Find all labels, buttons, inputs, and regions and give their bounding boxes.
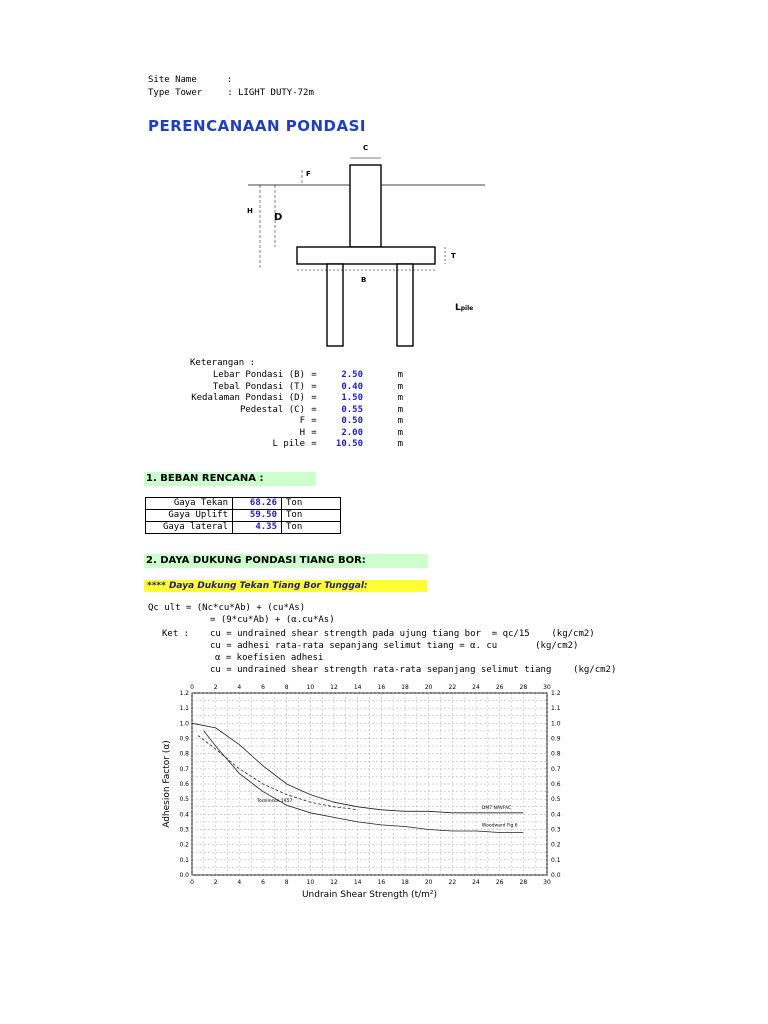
y-tick-label-left: 0.4	[179, 811, 189, 819]
x-tick-label-bottom: 12	[330, 879, 338, 886]
keterangan-heading: Keterangan :	[190, 358, 256, 368]
x-tick-label-top: 14	[353, 684, 362, 691]
load-unit: Ton	[282, 510, 341, 522]
x-tick-label-top: 28	[519, 684, 528, 691]
keterangan-label: L pile	[272, 439, 305, 449]
keterangan-unit: m	[397, 416, 403, 426]
keterangan-label: F	[299, 416, 305, 426]
equals-sign: =	[311, 427, 317, 438]
load-unit: Ton	[282, 498, 341, 510]
keterangan-row	[170, 393, 403, 405]
y-tick-label-right: 1.0	[551, 720, 561, 728]
pile-left	[327, 264, 343, 346]
type-tower-row	[148, 87, 314, 99]
label-t: T	[451, 252, 456, 260]
x-tick-label-top: 26	[495, 684, 504, 691]
curve-label: DM7 NAVFAC	[481, 806, 512, 812]
keterangan-value: 10.50	[335, 439, 363, 449]
x-tick-label-bottom: 0	[190, 879, 194, 886]
x-tick-label-top: 12	[330, 684, 338, 691]
section2-subtitle: **** Daya Dukung Tekan Tiang Bor Tunggal:	[144, 580, 427, 592]
formula-1: Qc ult = (Nc*cu*Ab) + (cu*As)	[148, 603, 306, 613]
keterangan-value: 0.40	[341, 381, 363, 392]
equals-sign: =	[311, 439, 317, 449]
y-tick-label-left: 0.5	[179, 796, 189, 804]
site-name-row	[148, 74, 232, 86]
x-tick-label-bottom: 16	[377, 879, 386, 886]
equals-sign: =	[311, 416, 317, 426]
y-tick-label-right: 0.8	[551, 750, 561, 758]
pedestal	[350, 165, 381, 247]
keterangan-label: Pedestal (C)	[239, 404, 305, 415]
equals-sign: =	[311, 404, 317, 415]
keterangan-label: H	[299, 427, 305, 438]
x-tick-label-top: 24	[472, 684, 480, 691]
keterangan-label: Tebal Pondasi (T)	[212, 381, 305, 392]
table-row	[146, 522, 341, 534]
keterangan-label: Lebar Pondasi (B)	[212, 370, 305, 380]
keterangan-unit: m	[397, 439, 403, 449]
y-tick-label-right: 0.3	[551, 826, 561, 834]
y-tick-label-right: 1.2	[551, 690, 561, 697]
label-f: F	[306, 170, 311, 178]
keterangan-value: 0.55	[341, 404, 363, 415]
section1-title: 1. BEBAN RENCANA :	[144, 472, 316, 486]
x-tick-label-top: 0	[190, 684, 194, 691]
equals-sign: =	[311, 393, 317, 403]
x-tick-label-top: 18	[401, 684, 409, 691]
x-axis-label: Undrain Shear Strength (t/m²)	[301, 890, 438, 900]
y-tick-label-left: 0.3	[179, 826, 189, 834]
y-tick-label-left: 0.7	[179, 765, 189, 773]
y-tick-label-left: 0.9	[179, 735, 189, 743]
y-tick-label-left: 0.2	[179, 841, 189, 849]
y-axis-label: Adhesion Factor (α)	[162, 740, 172, 828]
load-unit: Ton	[282, 522, 341, 534]
keterangan-row	[170, 416, 403, 428]
load-table	[145, 497, 341, 534]
site-name-label: Site Name	[148, 75, 197, 85]
keterangan-unit: m	[397, 381, 403, 392]
x-tick-label-bottom: 28	[519, 879, 528, 886]
load-label: Gaya Uplift	[146, 510, 233, 522]
keterangan-value: 1.50	[341, 393, 363, 403]
y-tick-label-right: 0.1	[551, 856, 561, 864]
y-tick-label-left: 1.2	[179, 690, 189, 697]
label-lpile: Lpile	[455, 303, 474, 313]
table-row	[146, 510, 341, 522]
x-tick-label-bottom: 24	[472, 879, 480, 886]
load-value: 59.50	[233, 510, 282, 522]
x-tick-label-top: 16	[377, 684, 386, 691]
keterangan-unit: m	[397, 427, 403, 438]
y-tick-label-left: 1.1	[179, 705, 189, 713]
adhesion-chart	[155, 680, 575, 910]
formula-2: = (9*cu*Ab) + (α.cu*As)	[210, 615, 335, 625]
load-value: 4.35	[233, 522, 282, 534]
label-b: B	[361, 276, 367, 284]
label-c: C	[363, 144, 369, 152]
y-tick-label-right: 0.0	[551, 872, 561, 879]
x-tick-label-top: 20	[424, 684, 433, 691]
x-tick-label-top: 4	[237, 684, 242, 691]
foundation-diagram	[240, 140, 520, 350]
keterangan-unit: m	[397, 404, 403, 415]
keterangan-label: Kedalaman Pondasi (D)	[191, 393, 305, 403]
keterangan-list	[170, 370, 403, 451]
y-tick-label-right: 0.7	[551, 765, 561, 773]
keterangan-row	[170, 405, 403, 417]
pile-right	[397, 264, 413, 346]
y-tick-label-right: 0.6	[551, 781, 561, 788]
y-tick-label-right: 0.4	[551, 811, 561, 819]
table-row	[146, 498, 341, 510]
x-tick-label-bottom: 20	[424, 879, 433, 886]
equals-sign: =	[311, 370, 317, 380]
ket-line-3: α = koefisien adhesi	[215, 653, 324, 663]
label-h: H	[247, 207, 253, 215]
page-title: PERENCANAAN PONDASI	[148, 117, 366, 135]
y-tick-label-right: 0.9	[551, 735, 561, 743]
x-tick-label-bottom: 22	[448, 879, 457, 886]
keterangan-row	[170, 439, 403, 451]
y-tick-label-left: 0.8	[179, 750, 189, 758]
x-tick-label-top: 6	[261, 684, 265, 691]
x-tick-label-top: 2	[213, 684, 218, 691]
site-name-value: :	[226, 75, 233, 85]
load-label: Gaya Tekan	[146, 498, 233, 510]
y-tick-label-left: 0.0	[179, 872, 189, 879]
y-tick-label-right: 0.2	[551, 841, 561, 849]
type-tower-value: : LIGHT DUTY-72m	[227, 88, 314, 98]
x-tick-label-bottom: 14	[353, 879, 362, 886]
label-d: D	[274, 212, 283, 223]
keterangan-unit: m	[397, 370, 403, 380]
section2-title: 2. DAYA DUKUNG PONDASI TIANG BOR:	[144, 554, 428, 568]
keterangan-value: 0.50	[341, 416, 363, 426]
x-tick-label-top: 10	[306, 684, 315, 691]
keterangan-row	[170, 428, 403, 440]
keterangan-row	[170, 382, 403, 394]
x-tick-label-bottom: 30	[543, 879, 551, 886]
x-tick-label-bottom: 4	[237, 879, 242, 886]
curve-label: Tomlinson 1957	[257, 799, 293, 805]
x-tick-label-bottom: 8	[284, 879, 289, 886]
x-tick-label-bottom: 6	[261, 879, 265, 886]
keterangan-value: 2.00	[341, 427, 363, 438]
ket-line-2: cu = adhesi rata-rata sepanjang selimut tiang = α. cu (kg/cm2)	[210, 641, 579, 651]
footing-slab	[297, 247, 435, 264]
ket-label: Ket :	[162, 629, 190, 639]
equals-sign: =	[311, 381, 317, 392]
type-tower-label: Type Tower	[148, 88, 203, 98]
y-tick-label-left: 1.0	[179, 720, 189, 728]
keterangan-unit: m	[397, 393, 403, 403]
keterangan-value: 2.50	[341, 370, 363, 380]
x-tick-label-top: 22	[448, 684, 457, 691]
y-tick-label-right: 1.1	[551, 705, 561, 713]
load-value: 68.26	[233, 498, 282, 510]
keterangan-row	[170, 370, 403, 382]
curve-label: Woodward Fig 6	[481, 823, 518, 829]
y-tick-label-left: 0.1	[179, 856, 189, 864]
x-tick-label-bottom: 26	[495, 879, 504, 886]
y-tick-label-right: 0.5	[551, 796, 561, 804]
y-tick-label-left: 0.6	[179, 781, 189, 788]
x-tick-label-bottom: 18	[401, 879, 409, 886]
x-tick-label-top: 8	[284, 684, 289, 691]
ket-line-1: cu = undrained shear strength pada ujung tiang bor = qc/15 (kg/cm2)	[210, 629, 595, 639]
x-tick-label-bottom: 2	[213, 879, 218, 886]
load-label: Gaya lateral	[146, 522, 233, 534]
x-tick-label-top: 30	[543, 684, 551, 691]
x-tick-label-bottom: 10	[306, 879, 315, 886]
ket-line-4: cu = undrained shear strength rata-rata sepanjang selimut tiang (kg/cm2)	[210, 665, 617, 675]
